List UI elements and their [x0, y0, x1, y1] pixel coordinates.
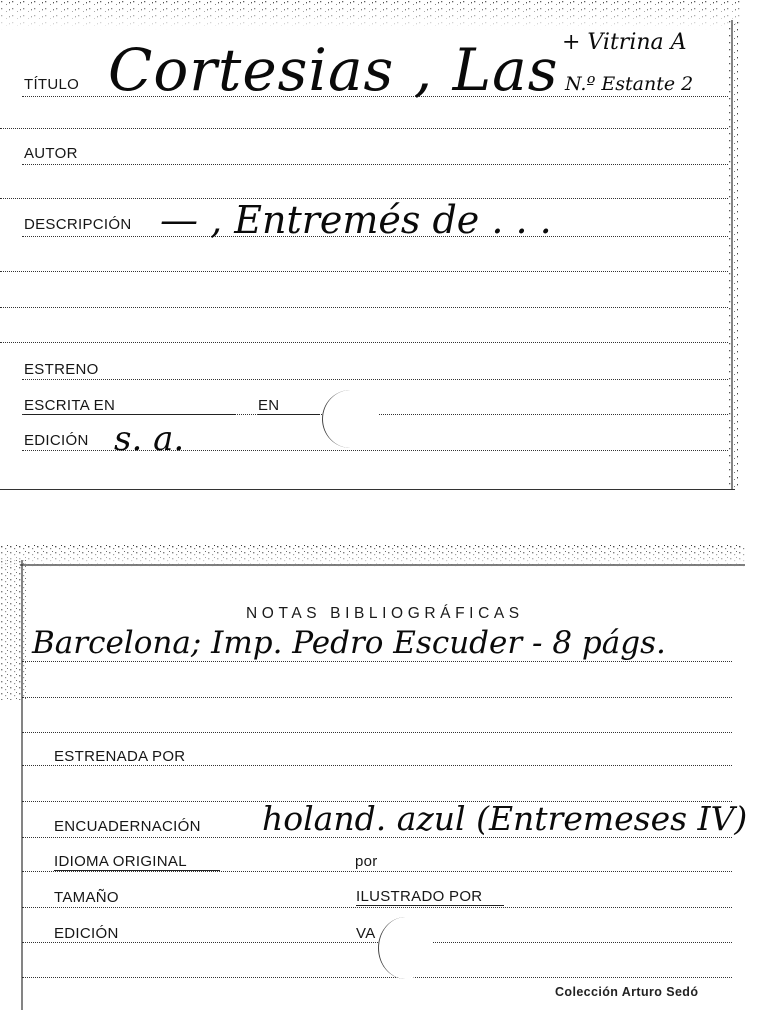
blank-line [0, 342, 728, 343]
idioma-line [22, 871, 732, 872]
punch-hole [322, 390, 379, 448]
handwritten-edicion: s. a. [114, 419, 185, 459]
estrenada-por-label: ESTRENADA POR [54, 748, 186, 765]
escrita-en-label: ESCRITA EN [24, 397, 236, 415]
va-label: VA [356, 925, 376, 942]
handwritten-titulo: Cortesias , Las [108, 36, 559, 104]
idioma-original-label: IDIOMA ORIGINAL [54, 853, 220, 871]
punch-hole [378, 917, 433, 979]
edicion-label: EDICIÓN [24, 432, 89, 449]
autor-line [22, 164, 728, 165]
handwritten-estante: N.º Estante 2 [565, 73, 694, 95]
ilustrado-por-label: ILUSTRADO POR [356, 888, 504, 906]
notas-line [22, 661, 732, 662]
edicion-line [22, 942, 732, 943]
blank-line [0, 307, 728, 308]
handwritten-vitrina: + Vitrina A [562, 30, 687, 55]
card-bottom-edge [0, 489, 735, 490]
edicion-label: EDICIÓN [54, 925, 119, 942]
collection-footer: Colección Arturo Sedó [555, 985, 699, 999]
blank-line [22, 977, 732, 978]
catalog-card-bottom [0, 545, 748, 1025]
titulo-label: TÍTULO [24, 76, 80, 93]
en-label: EN [258, 397, 320, 415]
estreno-line [22, 379, 728, 380]
blank-line [22, 732, 732, 733]
blank-line [22, 697, 732, 698]
handwritten-notas: Barcelona; Imp. Pedro Escuder - 8 págs. [32, 625, 666, 661]
handwritten-descripcion: — , Entremés de . . . [160, 198, 552, 242]
handwritten-encuadernacion: holand. azul (Entremeses IV) [262, 799, 748, 838]
catalog-card-top [0, 0, 740, 495]
por-label: por [355, 853, 378, 870]
scan-noise-right [728, 20, 740, 490]
notas-heading: NOTAS BIBLIOGRÁFICAS [246, 605, 524, 622]
autor-label: AUTOR [24, 145, 78, 162]
descripcion-label: DESCRIPCIÓN [24, 216, 132, 233]
scan-noise-top [0, 545, 745, 577]
blank-line [0, 128, 728, 129]
blank-line [0, 271, 728, 272]
estrenada-line [22, 765, 732, 766]
tamano-label: TAMAÑO [54, 889, 119, 906]
estreno-label: ESTRENO [24, 361, 99, 378]
tamano-line [22, 907, 732, 908]
encuadernacion-label: ENCUADERNACIÓN [54, 818, 201, 835]
